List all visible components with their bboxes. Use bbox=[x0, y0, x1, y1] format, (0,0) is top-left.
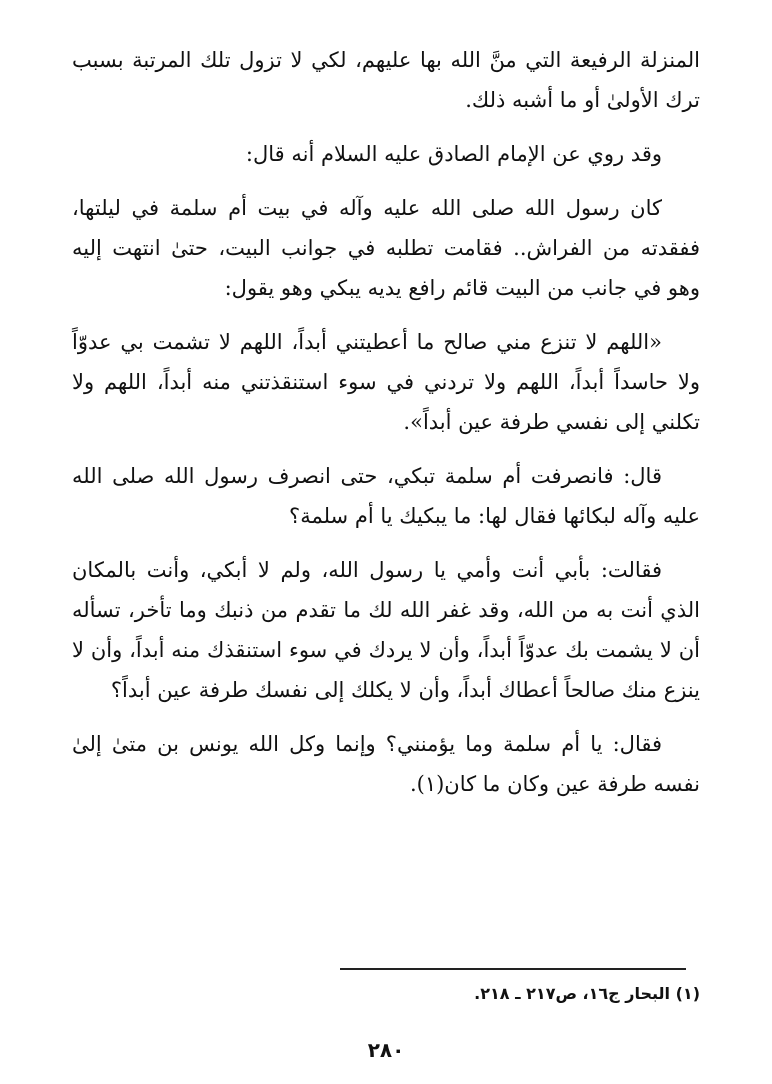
paragraph-3: كان رسول الله صلى الله عليه وآله في بيت أم سلمة في ليلتها، ففقدته من الفراش.. فقامت تطلبه في جوانب البيت، حتىٰ انتهت إليه وهو في جانب من البيت قائم رافع يديه يبكي وهو يقول: bbox=[72, 196, 700, 300]
footnote: (١) البحار ج١٦، ص٢١٧ ـ ٢١٨. bbox=[474, 984, 700, 1003]
paragraph-7: فقال: يا أم سلمة وما يؤمنني؟ وإنما وكل الله يونس بن متىٰ إلىٰ نفسه طرفة عين وكان ما كان(١). bbox=[72, 732, 700, 796]
paragraph-5: قال: فانصرفت أم سلمة تبكي، حتى انصرف رسول الله صلى الله عليه وآله لبكائها فقال لها: ما يبكيك يا أم سلمة؟ bbox=[72, 464, 700, 528]
paragraph-6: فقالت: بأبي أنت وأمي يا رسول الله، ولم لا أبكي، وأنت بالمكان الذي أنت به من الله، وقد غفر الله لك ما تقدم من ذنبك وما تأخر، تسأله أن لا يشمت بك عدوّاً أبداً، وأن لا يردك في سوء استنقذك منه أبداً، وأن لا ينزع منك صالحاً أعطاك أبداً، وأن لا يكلك إلى نفسك طرفة عين أبداً؟ bbox=[72, 558, 700, 702]
page-number: ٢٨٠ bbox=[367, 1038, 405, 1062]
paragraph-4: «اللهم لا تنزع مني صالح ما أعطيتني أبداً، اللهم لا تشمت بي عدوّاً ولا حاسداً أبداً، اللهم ولا تردني في سوء استنقذتني منه أبداً، اللهم ولا تكلني إلى نفسي طرفة عين أبداً». bbox=[72, 330, 700, 434]
paragraph-1: المنزلة الرفيعة التي منَّ الله بها عليهم، لكي لا تزول تلك المرتبة بسبب ترك الأولىٰ أو ما أشبه ذلك. bbox=[72, 48, 700, 112]
footnote-separator bbox=[340, 968, 686, 970]
page-body bbox=[72, 40, 700, 818]
paragraph-2: وقد روي عن الإمام الصادق عليه السلام أنه قال: bbox=[245, 142, 662, 166]
